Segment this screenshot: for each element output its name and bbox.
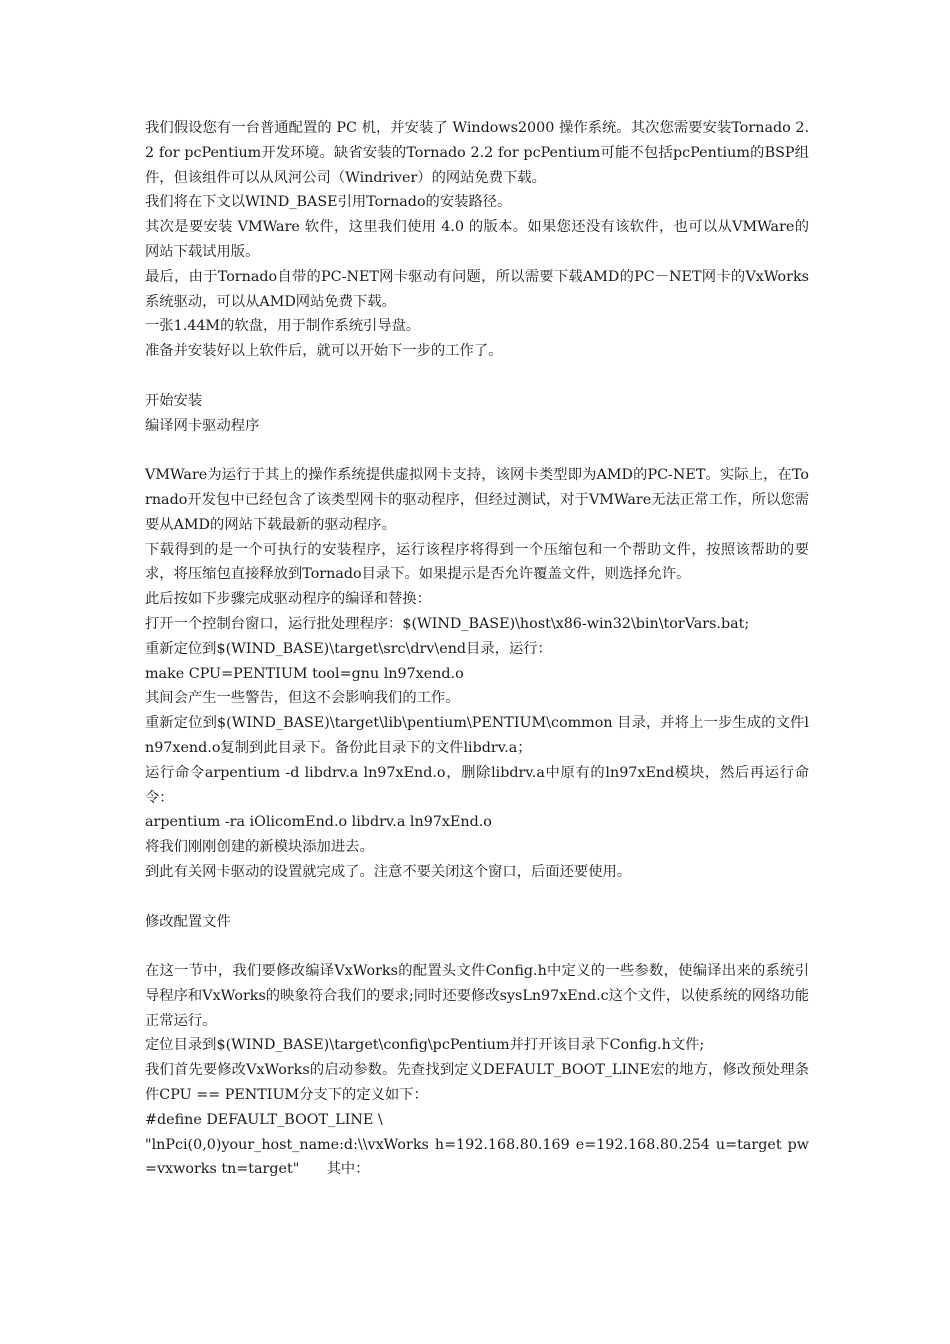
- intro-paragraph-2: 我们将在下文以WIND_BASE引用Tornado的安装路径。: [145, 194, 512, 211]
- compile-paragraph-7: 其间会产生一些警告，但这不会影响我们的工作。: [145, 690, 460, 707]
- compile-paragraph-8: 重新定位到$(WIND_BASE)\target\lib\pentium\PENTIUM\common 目录，并将上一步生成的文件ln97xend.o复制到此目录下。备份此目录下的文件libdrv.a；: [145, 715, 809, 756]
- section-heading-config: 修改配置文件: [145, 913, 231, 930]
- spacer: [145, 438, 809, 463]
- config-paragraph-2: 定位目录到$(WIND_BASE)\target\config\pcPentium并打开该目录下Config.h文件;: [145, 1037, 705, 1054]
- compile-paragraph-12: 到此有关网卡驱动的设置就完成了。注意不要关闭这个窗口，后面还要使用。: [145, 863, 632, 880]
- config-code-define: #define DEFAULT_BOOT_LINE \: [145, 1111, 383, 1128]
- config-paragraph-1: 在这一节中，我们要修改编译VxWorks的配置头文件Config.h中定义的一些参数，使编译出来的系统引导程序和VxWorks的映象符合我们的要求;同时还要修改sysLn97xEnd.c这个文件，以使系统的网络功能正常运行。: [145, 963, 809, 1029]
- compile-paragraph-2: 下载得到的是一个可执行的安装程序，运行该程序将得到一个压缩包和一个帮助文件，按照该帮助的要求，将压缩包直接释放到Tornado目录下。如果提示是否允许覆盖文件，则选择允许。: [145, 541, 809, 583]
- section-heading-start: 开始安装: [145, 392, 203, 409]
- config-paragraph-3: 我们首先要修改VxWorks的启动参数。先查找到定义DEFAULT_BOOT_LINE宏的地方，修改预处理条件CPU == PENTIUM分支下的定义如下：: [145, 1062, 809, 1104]
- section-subheading-compile: 编译网卡驱动程序: [145, 417, 260, 434]
- intro-paragraph-3: 其次是要安装 VMWare 软件，这里我们使用 4.0 的版本。如果您还没有该软件，也可以从VMWare的网站下载试用版。: [145, 219, 809, 260]
- spacer: [145, 934, 809, 959]
- intro-paragraph-1: 我们假设您有一台普通配置的 PC 机，并安装了 Windows2000 操作系统。其次您需要安装Tornado 2.2 for pcPentium开发环境。缺省安装的Tornado 2.2 for pcPentium可能不包括pcPentium的BSP组件，但该组件可以从风河公司（Windriver）的网站免费下载。: [145, 120, 809, 186]
- compile-command-make: make CPU=PENTIUM tool=gnu ln97xend.o: [145, 665, 464, 682]
- compile-paragraph-4: 打开一个控制台窗口，运行批处理程序：$(WIND_BASE)\host\x86-win32\bin\torVars.bat;: [145, 615, 750, 632]
- compile-paragraph-5: 重新定位到$(WIND_BASE)\target\src\drv\end目录，运行：: [145, 640, 552, 657]
- intro-paragraph-5: 一张1.44M的软盘，用于制作系统引导盘。: [145, 318, 421, 335]
- compile-paragraph-9: 运行命令arpentium -d libdrv.a ln97xEnd.o，删除libdrv.a中原有的ln97xEnd模块，然后再运行命令：: [145, 764, 809, 806]
- intro-paragraph-6: 准备并安装好以上软件后，就可以开始下一步的工作了。: [145, 343, 503, 360]
- compile-paragraph-11: 将我们刚刚创建的新模块添加进去。: [145, 839, 374, 856]
- compile-command-arpentium: arpentium -ra iOlicomEnd.o libdrv.a ln97xEnd.o: [145, 814, 492, 831]
- config-code-bootline: "lnPci(0,0)your_host_name:d:\\vxWorks h=192.168.80.169 e=192.168.80.254 u=target pw=vxworks tn=target" 其中：: [145, 1136, 809, 1178]
- compile-paragraph-3: 此后按如下步骤完成驱动程序的编译和替换：: [145, 591, 431, 608]
- compile-paragraph-1: VMWare为运行于其上的操作系统提供虚拟网卡支持，该网卡类型即为AMD的PC-NET。实际上，在Tornado开发包中已经包含了该类型网卡的驱动程序，但经过测试，对于VMWare无法正常工作，所以您需要从AMD的网站下载最新的驱动程序。: [145, 467, 809, 533]
- spacer: [145, 364, 809, 389]
- intro-paragraph-4: 最后，由于Tornado自带的PC-NET网卡驱动有问题，所以需要下载AMD的PC－NET网卡的VxWorks系统驱动，可以从AMD网站免费下载。: [145, 268, 809, 310]
- document-page: [145, 116, 809, 1182]
- spacer: [145, 885, 809, 910]
